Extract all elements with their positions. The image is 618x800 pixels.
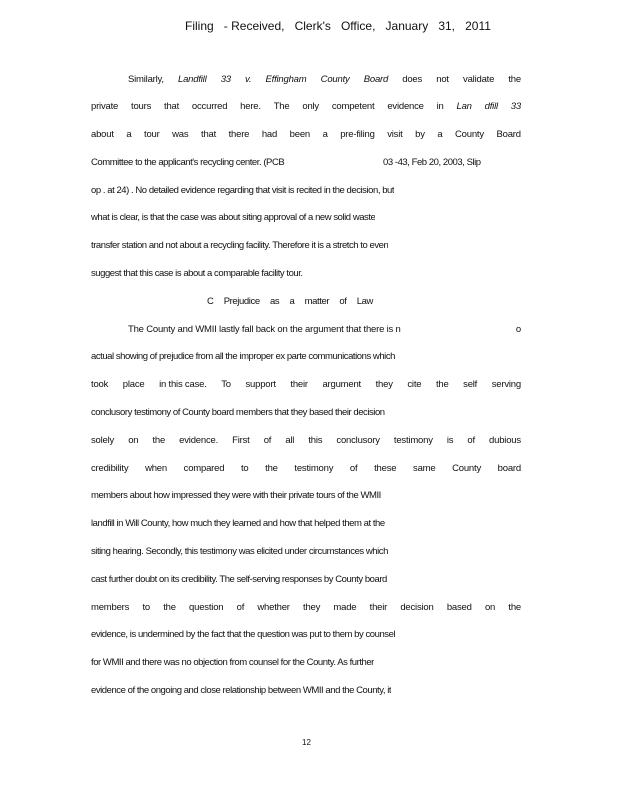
- body-line: op . at 24) . No detailed evidence regarding that visit is recited in the decision, but: [91, 185, 395, 196]
- line-segment: 03 -43, Feb 20, 2003, Slip: [383, 157, 481, 168]
- word: self: [463, 379, 478, 390]
- word: these: [374, 463, 397, 474]
- word: credibility: [91, 463, 129, 474]
- word: had: [261, 129, 278, 140]
- word: based: [446, 602, 472, 613]
- word: testimony: [294, 463, 334, 474]
- word: on: [484, 602, 496, 613]
- case-name-word: Landfill: [178, 74, 207, 85]
- word: to: [142, 602, 150, 613]
- header-word: Filing: [185, 19, 214, 33]
- word: was: [172, 129, 189, 140]
- filing-stamp-header: [185, 19, 491, 33]
- header-word: 2011: [465, 19, 491, 33]
- body-line: for WMII and there was no objection from counsel for the County. As further: [91, 657, 374, 668]
- word: conclusory: [336, 435, 380, 446]
- body-line: [91, 157, 483, 169]
- body-line: suggest that this case is about a comparable facility tour.: [91, 268, 303, 279]
- line-segment: The County and WMII lastly fall back on the argument that there is n: [128, 324, 401, 335]
- body-line: [91, 101, 521, 113]
- word: this: [308, 435, 323, 446]
- body-line: [128, 324, 521, 336]
- word: compared: [183, 463, 225, 474]
- line-segment: o: [515, 324, 521, 335]
- word: place: [122, 379, 145, 390]
- case-name-word: 33: [220, 74, 231, 85]
- word: question: [189, 602, 224, 613]
- word: they: [375, 379, 393, 390]
- word: in this case.: [159, 379, 207, 390]
- word: private: [91, 101, 119, 112]
- word: by: [415, 129, 425, 140]
- body-line: [91, 129, 521, 141]
- header-word: Clerk's: [294, 19, 331, 33]
- heading-word: C: [207, 296, 214, 307]
- word: The: [273, 101, 290, 112]
- word: Board: [496, 129, 521, 140]
- body-line: [91, 602, 521, 614]
- header-word: January: [385, 19, 429, 33]
- header-word: 31,: [438, 19, 456, 33]
- word: of: [236, 602, 245, 613]
- word: To: [221, 379, 231, 390]
- word: that: [164, 101, 180, 112]
- word: there: [228, 129, 250, 140]
- word: their: [369, 602, 388, 613]
- word: support: [245, 379, 276, 390]
- case-name-word: 33: [510, 101, 521, 112]
- word: a: [437, 129, 443, 140]
- word: validate: [463, 74, 495, 85]
- word: when: [145, 463, 167, 474]
- word: to: [240, 463, 249, 474]
- word: the: [163, 602, 176, 613]
- word: a: [126, 129, 132, 140]
- word: board: [497, 463, 521, 474]
- body-line: [91, 435, 521, 447]
- case-name-word: v.: [245, 74, 252, 85]
- word: in: [436, 101, 444, 112]
- word: their: [290, 379, 308, 390]
- word: solely: [91, 435, 115, 446]
- body-line: actual showing of prejudice from all the improper ex parte communications which: [91, 351, 395, 362]
- body-line: members about how impressed they were with their private tours of the WMII: [91, 490, 381, 501]
- case-name-word: dfill: [484, 101, 498, 112]
- word: tour: [144, 129, 160, 140]
- word: evidence: [387, 101, 424, 112]
- word: occurred: [191, 101, 228, 112]
- word: County: [452, 463, 482, 474]
- word: made: [333, 602, 357, 613]
- word: took: [91, 379, 109, 390]
- word: the: [508, 602, 521, 613]
- word: all: [285, 435, 295, 446]
- word: not: [436, 74, 449, 85]
- word: tours: [131, 101, 152, 112]
- body-line: evidence, is undermined by the fact that the question was put to them by counsel: [91, 629, 396, 640]
- word: dubious: [489, 435, 521, 446]
- word: the: [265, 463, 278, 474]
- word: of: [467, 435, 475, 446]
- heading-word: a: [289, 296, 295, 307]
- word: is: [446, 435, 454, 446]
- word: First: [232, 435, 250, 446]
- word: testimony: [393, 435, 433, 446]
- word: of: [263, 435, 272, 446]
- body-line: siting hearing. Secondly, this testimony was elicited under circumstances which: [91, 546, 388, 557]
- word: argument: [322, 379, 361, 390]
- body-line: what is clear, is that the case was about siting approval of a new solid waste: [91, 212, 376, 223]
- line-segment: Committee to the applicant's recycling center. (PCB: [91, 157, 285, 168]
- heading-word: matter: [304, 296, 330, 307]
- word: Similarly,: [128, 74, 164, 85]
- word: pre-filing: [340, 129, 375, 140]
- word: of: [349, 463, 358, 474]
- case-name-word: County: [320, 74, 350, 85]
- case-name-word: Lan: [456, 101, 472, 112]
- body-line: transfer station and not about a recycling facility. Therefore it is a stretch to even: [91, 240, 389, 251]
- body-line: [128, 74, 521, 86]
- word: decision: [400, 602, 434, 613]
- word: the: [435, 379, 449, 390]
- word: County: [455, 129, 484, 140]
- word: they: [303, 602, 321, 613]
- word: visit: [387, 129, 403, 140]
- heading-word: Law: [356, 296, 373, 307]
- case-name-word: Effingham: [265, 74, 307, 85]
- case-name-word: Board: [363, 74, 389, 85]
- section-heading: [207, 296, 373, 307]
- body-line: cast further doubt on its credibility. The self-serving responses by County board: [91, 574, 387, 585]
- word: on: [128, 435, 139, 446]
- body-line: landfill in Will County, how much they learned and how that helped them at the: [91, 518, 385, 529]
- body-line: [91, 379, 521, 391]
- heading-word: of: [339, 296, 347, 307]
- word: been: [289, 129, 310, 140]
- word: only: [302, 101, 319, 112]
- word: here.: [240, 101, 261, 112]
- word: serving: [491, 379, 521, 390]
- word: a: [322, 129, 328, 140]
- word: whether: [257, 602, 290, 613]
- body-line: evidence of the ongoing and close relationship between WMII and the County, it: [91, 685, 392, 696]
- word: evidence.: [179, 435, 219, 446]
- heading-word: as: [269, 296, 280, 307]
- word: does: [402, 74, 423, 85]
- body-line: conclusory testimony of County board members that they based their decision: [91, 407, 385, 418]
- word: the: [508, 74, 521, 85]
- header-word: Office,: [340, 19, 376, 33]
- word: about: [91, 129, 114, 140]
- word: the: [152, 435, 166, 446]
- word: same: [413, 463, 436, 474]
- header-word: - Received,: [223, 19, 285, 33]
- word: that: [201, 129, 217, 140]
- heading-word: Prejudice: [223, 296, 260, 307]
- body-line: [91, 463, 521, 475]
- word: competent: [331, 101, 375, 112]
- word: members: [91, 602, 130, 613]
- word: cite: [407, 379, 422, 390]
- page-number: 12: [302, 738, 311, 747]
